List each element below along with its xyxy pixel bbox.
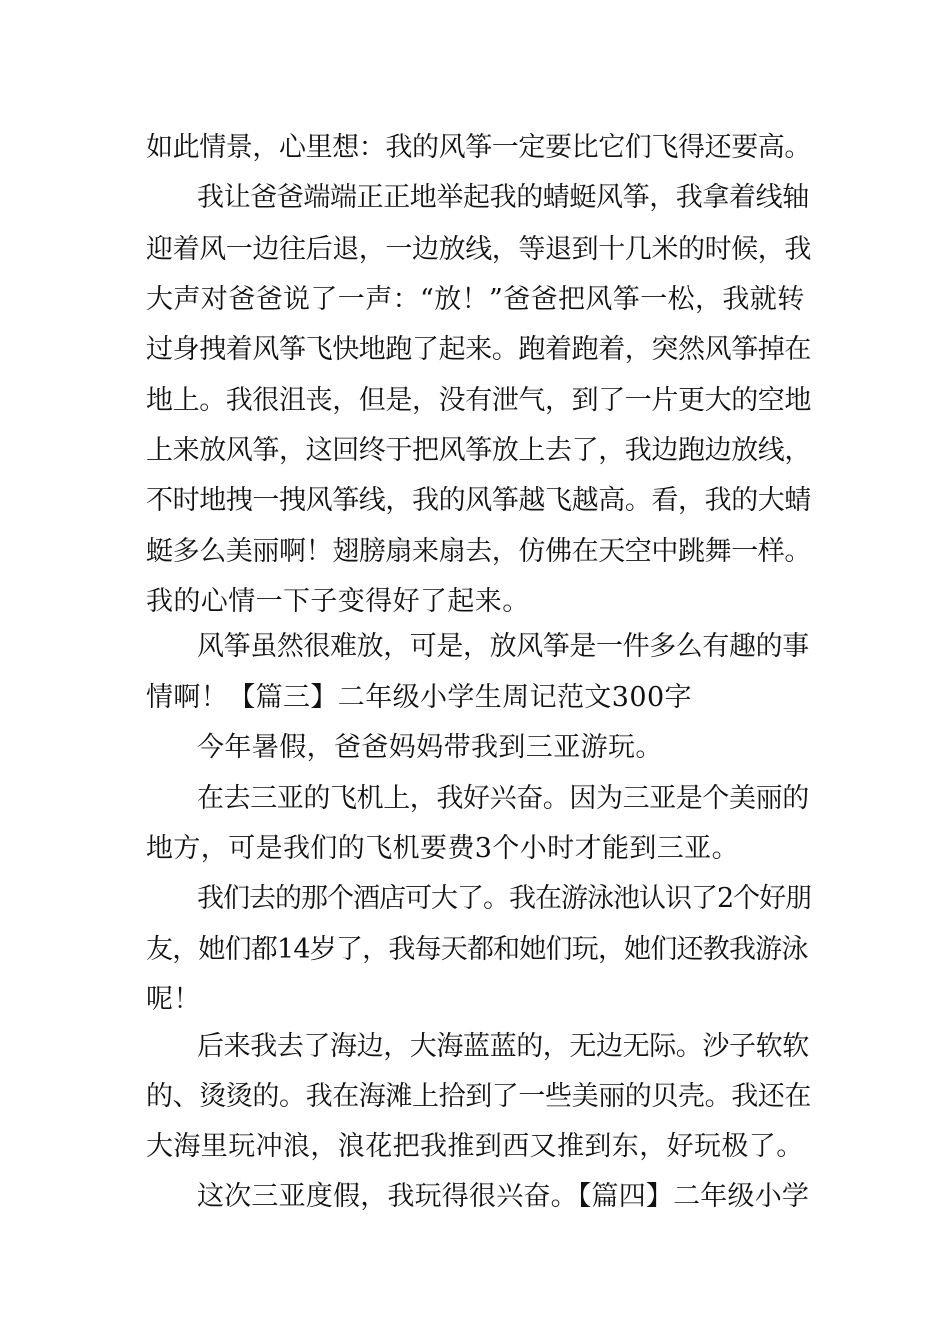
text-line: 蜓多么美丽啊！翅膀扇来扇去，仿佛在天空中跳舞一样。 <box>146 536 811 567</box>
text-line: 我们去的那个酒店可大了。我在游泳池认识了2个好朋 <box>197 883 812 914</box>
text-line: 今年暑假，爸爸妈妈带我到三亚游玩。 <box>197 732 663 763</box>
text-line: 这次三亚度假，我玩得很兴奋。【篇四】二年级小学 <box>197 1181 810 1212</box>
text-line: 友，她们都14岁了，我每天都和她们玩，她们还教我游泳 <box>146 934 808 965</box>
text-line: 不时地拽一拽风筝线，我的风筝越飞越高。看，我的大蜻 <box>146 485 811 516</box>
text-line: 迎着风一边往后退，一边放线，等退到十几米的时候，我 <box>146 234 811 265</box>
text-line: 地上。我很沮丧，但是，没有泄气，到了一片更大的空地 <box>146 385 811 416</box>
text-line: 过身拽着风筝飞快地跑了起来。跑着跑着，突然风筝掉在 <box>146 334 811 365</box>
text-line: 呢！ <box>146 984 201 1015</box>
text-line: 大海里玩冲浪，浪花把我推到西又推到东，好玩极了。 <box>146 1131 804 1162</box>
text-line: 的、烫烫的。我在海滩上拾到了一些美丽的贝壳。我还在 <box>146 1081 811 1112</box>
text-line: 上来放风筝，这回终于把风筝放上去了，我边跑边放线， <box>146 435 811 466</box>
text-line: 如此情景，心里想：我的风筝一定要比它们飞得还要高。 <box>146 132 811 163</box>
text-line: 在去三亚的飞机上，我好兴奋。因为三亚是个美丽的 <box>197 783 809 814</box>
text-line: 情啊！【篇三】二年级小学生周记范文300字 <box>146 682 692 713</box>
text-line: 地方，可是我们的飞机要费3个小时才能到三亚。 <box>146 833 739 864</box>
text-line: 我的心情一下子变得好了起来。 <box>146 586 530 617</box>
text-line: 后来我去了海边，大海蓝蓝的，无边无际。沙子软软 <box>197 1031 809 1062</box>
text-line: 我让爸爸端端正正地举起我的蜻蜓风筝，我拿着线轴 <box>197 182 809 213</box>
text-line: 大声对爸爸说了一声：“放！”爸爸把风筝一松，我就转 <box>146 284 805 315</box>
text-line: 风筝虽然很难放，可是，放风筝是一件多么有趣的事 <box>197 631 809 662</box>
